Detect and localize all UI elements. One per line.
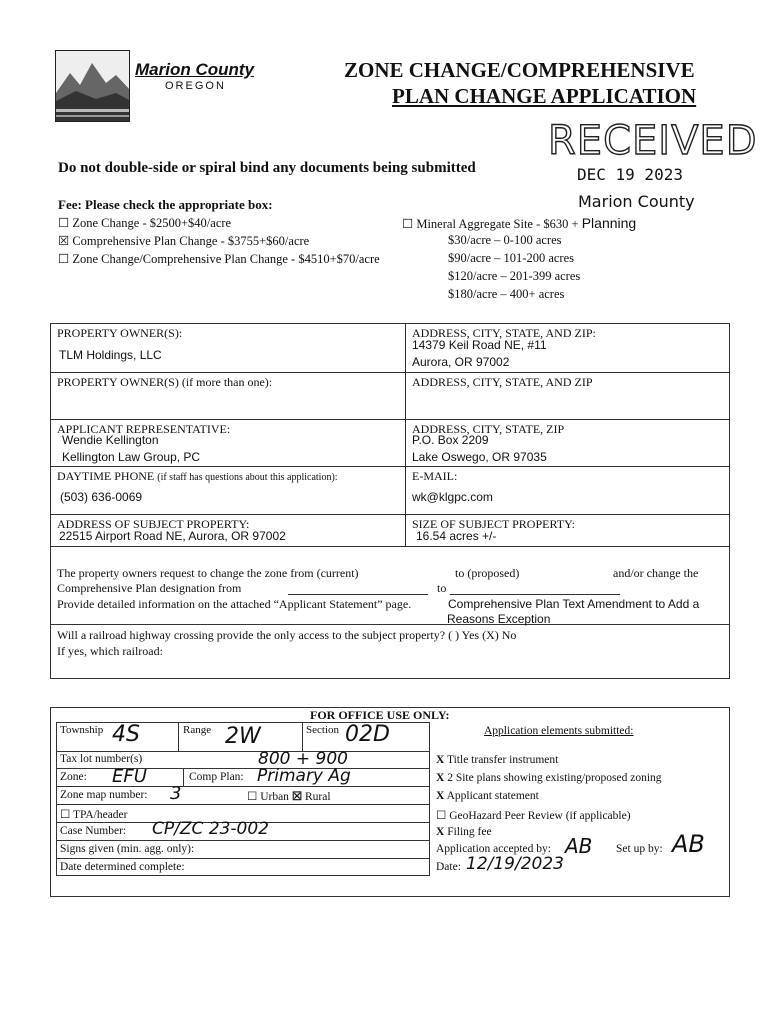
railroad-which: If yes, which railroad: [57, 644, 163, 658]
setup-by-value[interactable]: AB [672, 830, 705, 858]
mineral-tier: $90/acre – 101-200 acres [448, 251, 574, 265]
urban-option[interactable]: ☐ Urban ☒ Rural [247, 791, 331, 803]
plan-from-blank[interactable] [288, 594, 428, 595]
fee-option-zone-change[interactable]: ☐ Zone Change - $2500+$40/acre [58, 216, 232, 230]
taxlot-label: Tax lot number(s) [60, 753, 143, 765]
case-number-value[interactable]: CP/ZC 23-002 [152, 819, 269, 839]
zone-value[interactable]: EFU [112, 766, 147, 787]
email-value[interactable]: wk@klgpc.com [412, 490, 493, 504]
checkbox-checked-icon: ☒ [291, 791, 303, 803]
checkbox-icon: ☐ [60, 809, 71, 821]
county-logo [55, 50, 130, 122]
received-stamp-county: Marion County [578, 192, 695, 211]
phone-label: DAYTIME PHONE (if staff has questions about this application): [57, 469, 338, 483]
mineral-tier: $120/acre – 201-399 acres [448, 269, 581, 283]
range-value[interactable]: 2W [225, 724, 261, 749]
range-label: Range [183, 724, 212, 736]
detail-instruction: Provide detailed information on the attached “Applicant Statement” page. [57, 597, 412, 611]
fee-option-zone-and-plan[interactable]: ☐ Zone Change/Comprehensive Plan Change - $4510+$70/acre [58, 252, 380, 266]
fee-option-mineral[interactable]: ☐ Mineral Aggregate Site - $630 + Planning [402, 215, 637, 231]
checkbox-icon: ☐ [402, 217, 414, 231]
case-number-label: Case Number: [60, 825, 127, 837]
owner-address-label: ADDRESS, CITY, STATE, AND ZIP: [412, 326, 596, 340]
elements-heading: Application elements submitted: [484, 725, 634, 737]
zone-request-to: to (proposed) [455, 566, 520, 580]
applicant-address-line1[interactable]: P.O. Box 2209 [412, 433, 489, 447]
checkbox-icon: ☐ [58, 252, 70, 266]
applicant-rep-label: APPLICANT REPRESENTATIVE: [57, 422, 231, 436]
zone-label: Zone: [60, 771, 87, 783]
email-label: E-MAIL: [412, 469, 458, 483]
checkmark-icon: X [436, 754, 445, 766]
applicant-rep-firm[interactable]: Kellington Law Group, PC [62, 450, 201, 464]
plan-designation-line: Comprehensive Plan designation from [57, 581, 242, 595]
form-title-line2: PLAN CHANGE APPLICATION [392, 84, 697, 108]
date-complete-label: Date determined complete: [60, 861, 185, 873]
subject-address-label: ADDRESS OF SUBJECT PROPERTY: [57, 517, 250, 531]
comp-plan-value[interactable]: Primary Ag [257, 766, 351, 786]
county-state: OREGON [165, 80, 226, 92]
checkbox-icon: ☐ [436, 810, 447, 822]
mineral-tier: $180/acre – 400+ acres [448, 287, 565, 301]
signs-label: Signs given (min. agg. only): [60, 843, 195, 855]
owner-address-line2[interactable]: Aurora, OR 97002 [412, 355, 510, 369]
detail-value[interactable]: Comprehensive Plan Text Amendment to Add a [448, 597, 700, 611]
accepted-by-value[interactable]: AB [565, 834, 593, 858]
form-title-line1: ZONE CHANGE/COMPREHENSIVE [344, 58, 695, 82]
township-label: Township [60, 724, 104, 736]
applicant-address-line2[interactable]: Lake Oswego, OR 97035 [412, 450, 547, 464]
county-name: Marion County [135, 60, 254, 79]
checkbox-checked-icon: ☒ [58, 234, 70, 248]
checkbox-icon: ☐ [58, 216, 70, 230]
railroad-question: Will a railroad highway crossing provide the only access to the subject property? ( ) Yes (X) No [57, 628, 517, 642]
township-value[interactable]: 4S [112, 722, 140, 747]
applicant-address-label: ADDRESS, CITY, STATE, ZIP [412, 422, 565, 436]
binding-notice: Do not double-side or spiral bind any documents being submitted [58, 160, 476, 176]
section-label: Section [306, 724, 339, 736]
zone-request-line: The property owners request to change the zone from (current) [57, 566, 359, 580]
element-title-transfer[interactable]: X Title transfer instrument [436, 754, 559, 766]
received-stamp-dept: Planning [581, 215, 637, 231]
zone-map-value[interactable]: 3 [170, 783, 182, 804]
mineral-tier: $30/acre – 0-100 acres [448, 233, 562, 247]
detail-value-2[interactable]: Reasons Exception [447, 612, 551, 626]
plan-to-blank[interactable] [450, 594, 620, 595]
owner-more-label: PROPERTY OWNER(S) (if more than one): [57, 375, 273, 389]
checkmark-icon: X [436, 826, 445, 838]
accepted-by-label: Application accepted by: [436, 843, 551, 855]
zone-map-label: Zone map number: [60, 789, 148, 801]
office-use-heading: FOR OFFICE USE ONLY: [310, 708, 450, 722]
element-geohazard[interactable]: ☐ GeoHazard Peer Review (if applicable) [436, 810, 631, 822]
owner-address-line1[interactable]: 14379 Keil Road NE, #11 [412, 338, 547, 352]
section-value[interactable]: 02D [345, 722, 390, 747]
date-value[interactable]: 12/19/2023 [466, 854, 564, 874]
received-stamp: RECEIVED [548, 118, 758, 164]
element-applicant-statement[interactable]: X Applicant statement [436, 790, 539, 802]
taxlot-value[interactable]: 800 + 900 [258, 749, 348, 769]
fee-heading: Fee: Please check the appropriate box: [58, 197, 273, 212]
owner-label: PROPERTY OWNER(S): [57, 326, 183, 340]
plan-designation-to: to [437, 581, 447, 595]
fee-option-comp-plan[interactable]: ☒ Comprehensive Plan Change - $3755+$60/acre [58, 234, 310, 248]
subject-address-value[interactable]: 22515 Airport Road NE, Aurora, OR 97002 [59, 529, 286, 543]
date-label: Date: [436, 861, 461, 873]
phone-value[interactable]: (503) 636-0069 [60, 490, 143, 504]
owner-value[interactable]: TLM Holdings, LLC [59, 348, 162, 362]
zone-request-andor: and/or change the [613, 566, 699, 580]
checkmark-icon: X [436, 772, 445, 784]
subject-size-value[interactable]: 16.54 acres +/- [416, 529, 497, 543]
received-stamp-date: DEC 19 2023 [577, 165, 683, 184]
owner-more-address-label: ADDRESS, CITY, STATE, AND ZIP [412, 375, 593, 389]
checkbox-icon: ☐ [247, 791, 258, 803]
element-filing-fee[interactable]: X Filing fee [436, 826, 492, 838]
comp-plan-label: Comp Plan: [189, 771, 244, 783]
applicant-rep-name[interactable]: Wendie Kellington [62, 433, 159, 447]
element-site-plans[interactable]: X 2 Site plans showing existing/proposed zoning [436, 772, 662, 784]
tpa-option[interactable]: ☐ TPA/header [60, 809, 128, 821]
setup-by-label: Set up by: [616, 843, 663, 855]
checkmark-icon: X [436, 790, 445, 802]
subject-size-label: SIZE OF SUBJECT PROPERTY: [412, 517, 575, 531]
